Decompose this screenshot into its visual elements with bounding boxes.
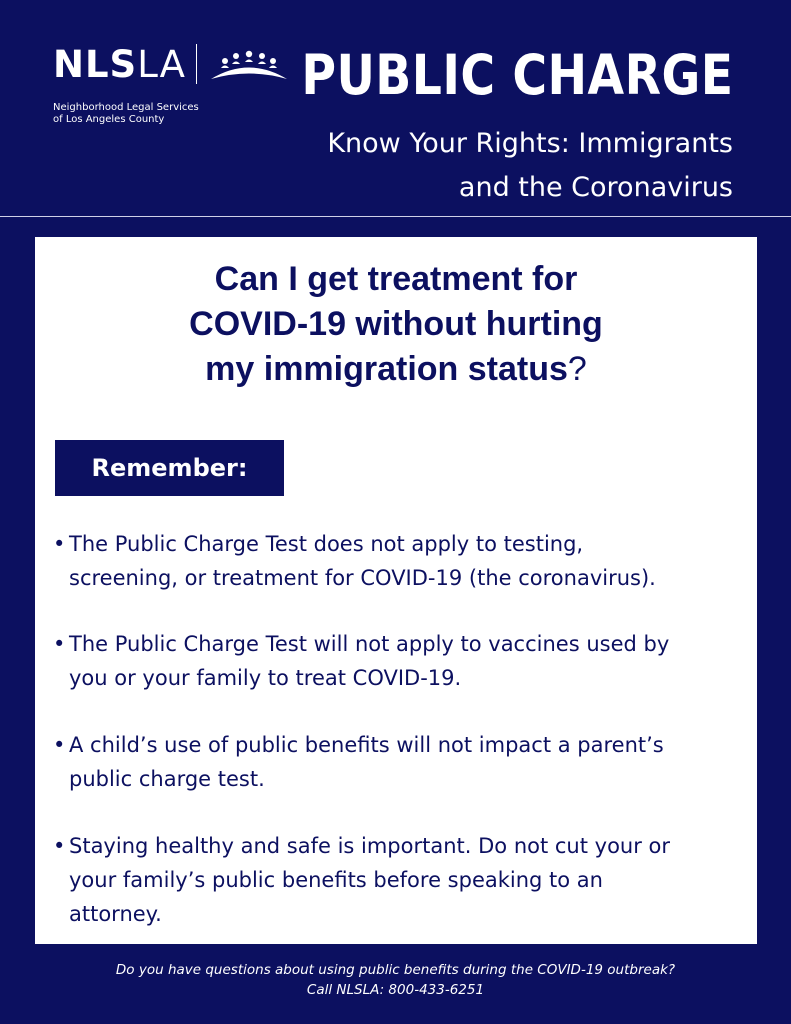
header-divider — [0, 216, 791, 217]
bullet-icon: • — [53, 733, 66, 757]
bullet-icon: • — [53, 532, 66, 556]
subtitle-line: Know Your Rights: Immigrants — [327, 128, 733, 159]
footer-phone: Call NLSLA: 800-433-6251 — [306, 982, 485, 998]
question-text: Can I get treatment for — [214, 260, 578, 298]
content-card — [35, 237, 757, 944]
question-line — [35, 257, 757, 302]
page-title: PUBLIC CHARGE — [300, 43, 733, 107]
list-item — [53, 728, 743, 796]
question-heading — [35, 257, 757, 392]
logo-wordmark-light: LA — [137, 42, 186, 86]
list-item-line: your family’s public benefits before speaking to an — [69, 868, 603, 892]
list-item-line: screening, or treatment for COVID-19 (the coronavirus). — [69, 566, 656, 590]
list-item-line: you or your family to treat COVID-19. — [69, 666, 462, 690]
list-item-line: A child’s use of public benefits will not impact a parent’s — [69, 733, 664, 757]
list-item-line: Staying healthy and safe is important. Do not cut your or — [69, 834, 671, 858]
list-item — [53, 627, 743, 695]
list-item-line: attorney. — [69, 902, 162, 926]
people-arc-icon — [209, 46, 289, 82]
list-item — [53, 527, 743, 595]
organization-name — [53, 102, 199, 126]
question-line — [35, 302, 757, 347]
list-item-line: public charge test. — [69, 767, 265, 791]
subtitle-line: and the Coronavirus — [458, 172, 733, 203]
footer-question: Do you have questions about using public benefits during the COVID-19 outbreak? — [115, 962, 676, 978]
nlsla-logo — [53, 44, 289, 84]
logo-wordmark-bold: NLS — [53, 42, 138, 86]
bullet-icon: • — [53, 834, 66, 858]
list-item-line: The Public Charge Test does not apply to testing, — [69, 532, 584, 556]
org-name-line: of Los Angeles County — [53, 114, 165, 125]
footer-contact — [0, 960, 791, 1000]
list-item-line: The Public Charge Test will not apply to vaccines used by — [69, 632, 670, 656]
org-name-line: Neighborhood Legal Services — [53, 102, 199, 113]
question-text: COVID-19 without hurting — [189, 305, 603, 343]
bullet-icon: • — [53, 632, 66, 656]
logo-divider — [196, 44, 197, 84]
question-text: my immigration status — [205, 350, 568, 388]
list-item — [53, 829, 743, 931]
logo-wordmark — [53, 42, 186, 86]
question-line — [35, 347, 757, 392]
remember-label: Remember: — [55, 440, 284, 496]
page-subtitle — [327, 122, 733, 210]
question-mark: ? — [567, 350, 587, 388]
